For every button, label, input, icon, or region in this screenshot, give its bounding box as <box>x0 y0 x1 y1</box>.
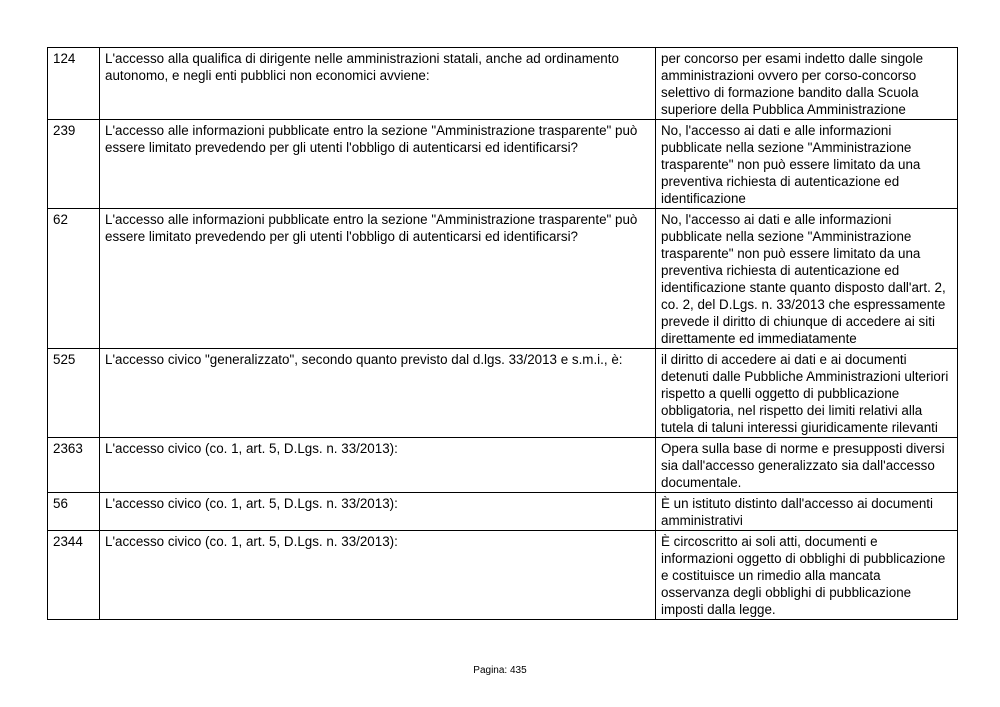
question-number: 239 <box>48 120 100 209</box>
question-number: 2344 <box>48 531 100 620</box>
question-text: L'accesso civico (co. 1, art. 5, D.Lgs. n. 33/2013): <box>100 438 656 493</box>
answer-text: È un istituto distinto dall'accesso ai documenti amministrativi <box>656 493 958 531</box>
question-text: L'accesso civico (co. 1, art. 5, D.Lgs. n. 33/2013): <box>100 531 656 620</box>
question-number: 525 <box>48 349 100 438</box>
question-number: 56 <box>48 493 100 531</box>
answer-text: il diritto di accedere ai dati e ai documenti detenuti dalle Pubbliche Amministrazioni ulteriori rispetto a quelli oggetto di pubblicazione obbligatoria, nel rispetto dei limiti relativi alla tutela di taluni interessi giuridicamente rilevanti <box>656 349 958 438</box>
table-row <box>48 48 958 120</box>
answer-text: Opera sulla base di norme e presupposti diversi sia dall'accesso generalizzato sia dall'accesso documentale. <box>656 438 958 493</box>
question-text: L'accesso alle informazioni pubblicate entro la sezione "Amministrazione trasparente" può essere limitato prevedendo per gli utenti l'obbligo di autenticarsi ed identificarsi? <box>100 209 656 349</box>
answer-text: per concorso per esami indetto dalle singole amministrazioni ovvero per corso-concorso selettivo di formazione bandito dalla Scuola superiore della Pubblica Amministrazione <box>656 48 958 120</box>
question-text: L'accesso civico "generalizzato", secondo quanto previsto dal d.lgs. 33/2013 e s.m.i., è: <box>100 349 656 438</box>
table-row <box>48 531 958 620</box>
answer-text: No, l'accesso ai dati e alle informazioni pubblicate nella sezione "Amministrazione trasparente" non può essere limitato da una preventiva richiesta di autenticazione ed identificazione stante quanto disposto dall'art. 2, co. 2, del D.Lgs. n. 33/2013 che espressamente prevede il diritto di chiunque di accedere ai siti direttamente ed immediatamente <box>656 209 958 349</box>
question-text: L'accesso alle informazioni pubblicate entro la sezione "Amministrazione trasparente" può essere limitato prevedendo per gli utenti l'obbligo di autenticarsi ed identificarsi? <box>100 120 656 209</box>
question-text: L'accesso alla qualifica di dirigente nelle amministrazioni statali, anche ad ordinamento autonomo, e negli enti pubblici non economici avviene: <box>100 48 656 120</box>
table-row <box>48 120 958 209</box>
table-row <box>48 209 958 349</box>
question-number: 2363 <box>48 438 100 493</box>
questions-table <box>47 47 958 620</box>
question-text: L'accesso civico (co. 1, art. 5, D.Lgs. n. 33/2013): <box>100 493 656 531</box>
question-number: 124 <box>48 48 100 120</box>
question-number: 62 <box>48 209 100 349</box>
answer-text: No, l'accesso ai dati e alle informazioni pubblicate nella sezione "Amministrazione trasparente" non può essere limitato da una preventiva richiesta di autenticazione ed identificazione <box>656 120 958 209</box>
page-number: Pagina: 435 <box>473 665 527 676</box>
table-row <box>48 349 958 438</box>
answer-text: È circoscritto ai soli atti, documenti e informazioni oggetto di obblighi di pubblicazione e costituisce un rimedio alla mancata osservanza degli obblighi di pubblicazione imposti dalla legge. <box>656 531 958 620</box>
table-row <box>48 493 958 531</box>
table-row <box>48 438 958 493</box>
